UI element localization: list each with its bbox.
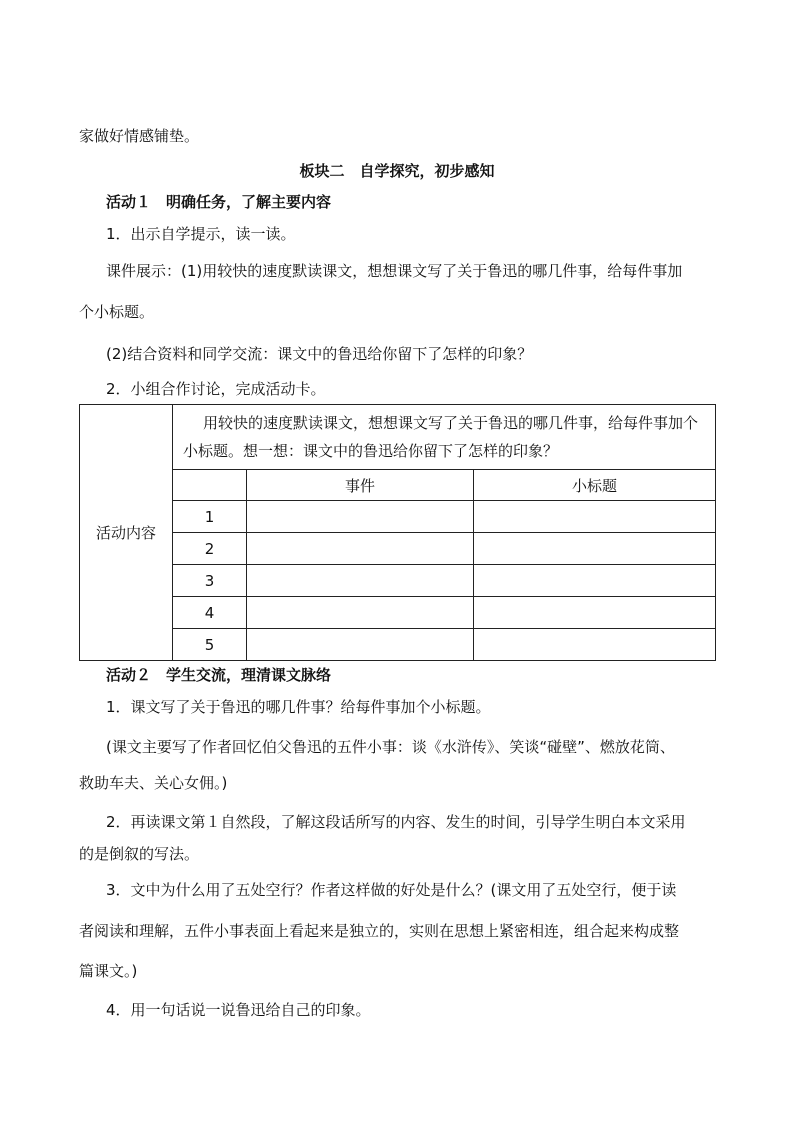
- table-header-row: [80, 470, 716, 501]
- table-row: [80, 533, 716, 565]
- row-number: 1: [173, 501, 247, 533]
- intro-line: 家做好情感铺垫。: [79, 127, 200, 145]
- event-cell[interactable]: [247, 533, 474, 565]
- event-cell[interactable]: [247, 597, 474, 629]
- activity2-answer1-line1: (课文主要写了作者回忆伯父鲁迅的五件小事：谈《水浒传》、笑谈“碰壁”、燃放花筒、: [106, 738, 675, 756]
- row-number: 5: [173, 629, 247, 661]
- activity2-question3-line3: 篇课文。): [79, 962, 138, 980]
- event-cell[interactable]: [247, 565, 474, 597]
- row-number: 3: [173, 565, 247, 597]
- row-number: 4: [173, 597, 247, 629]
- table-row: [80, 565, 716, 597]
- activity2-question3-line1: 3．文中为什么用了五处空行？作者这样做的好处是什么？(课文用了五处空行，便于读: [106, 881, 677, 899]
- event-cell[interactable]: [247, 629, 474, 661]
- activity-prompt-text: 用较快的速度默读课文，想想课文写了关于鲁迅的哪几件事，给每件事加个小标题。想一想：课文中的鲁迅给你留下了怎样的印象？: [183, 414, 699, 460]
- activity1-item1: 1．出示自学提示，读一读。: [106, 225, 296, 243]
- activity2-question3-line2: 者阅读和理解，五件小事表面上看起来是独立的，实则在思想上紧密相连，组合起来构成整: [79, 922, 680, 940]
- header-title: 小标题: [474, 470, 716, 501]
- title-cell[interactable]: [474, 501, 716, 533]
- activity-content-label: 活动内容: [80, 405, 173, 661]
- row-number: 2: [173, 533, 247, 565]
- activity-prompt: [173, 405, 716, 470]
- activity2-question4: 4．用一句话说一说鲁迅给自己的印象。: [106, 1001, 371, 1019]
- header-blank: [173, 470, 247, 501]
- table-row: [80, 629, 716, 661]
- header-event: 事件: [247, 470, 474, 501]
- title-cell[interactable]: [474, 629, 716, 661]
- courseware-line-1: 课件展示：(1)用较快的速度默读课文，想想课文写了关于鲁迅的哪几件事，给每件事加: [106, 262, 683, 280]
- activity1-subitem2: (2)结合资料和同学交流：课文中的鲁迅给你留下了怎样的印象？: [106, 345, 533, 363]
- title-cell[interactable]: [474, 533, 716, 565]
- table-row: [80, 597, 716, 629]
- section-title: 板块二 自学探究，初步感知: [299, 162, 495, 180]
- title-cell[interactable]: [474, 565, 716, 597]
- activity2-answer1-line2: 救助车夫、关心女佣。): [79, 774, 228, 792]
- activity-card-table: [79, 404, 716, 661]
- activity2-question1: 1．课文写了关于鲁迅的哪几件事？给每件事加个小标题。: [106, 698, 491, 716]
- title-cell[interactable]: [474, 597, 716, 629]
- activity2-heading: 活动２ 学生交流，理清课文脉络: [106, 666, 332, 684]
- activity1-item2: 2．小组合作讨论，完成活动卡。: [106, 380, 326, 398]
- courseware-line-2: 个小标题。: [79, 303, 155, 321]
- activity2-question2-line2: 的是倒叙的写法。: [79, 845, 200, 863]
- event-cell[interactable]: [247, 501, 474, 533]
- activity2-question2-line1: 2．再读课文第１自然段，了解这段话所写的内容、发生的时间，引导学生明白本文采用: [106, 813, 686, 831]
- table-row: [80, 501, 716, 533]
- activity1-heading: 活动１ 明确任务，了解主要内容: [106, 193, 332, 211]
